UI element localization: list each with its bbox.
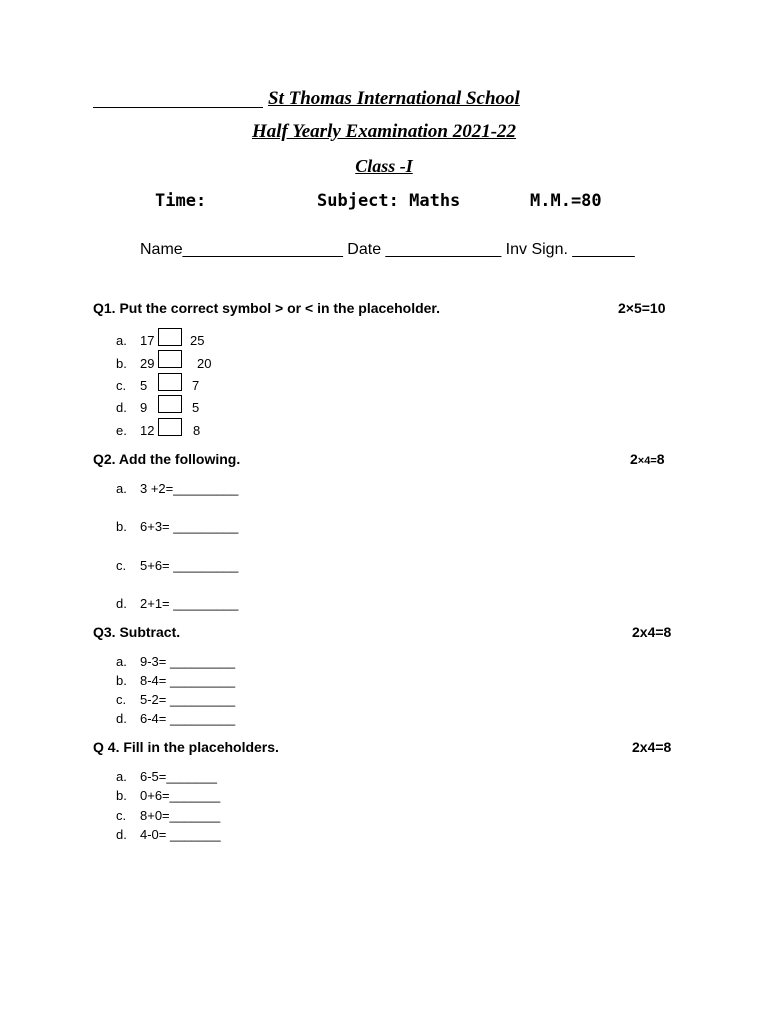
symbol-placeholder-box[interactable] [158,328,182,346]
left-number: 5 [140,378,148,393]
symbol-placeholder-box[interactable] [158,395,182,413]
right-number: 20 [197,356,212,371]
symbol-placeholder-box[interactable] [158,418,182,436]
placeholder-item: 0+6=_______ [140,788,221,803]
item-letter: b. [116,673,127,688]
q3-marks: 2x4=8 [632,624,672,640]
item-letter: e. [116,423,127,438]
symbol-placeholder-box[interactable] [158,373,182,391]
placeholder-item: 4-0= _______ [140,827,221,842]
left-number: 17 [140,333,155,348]
addition-item: 6+3= _________ [140,519,239,534]
item-letter: a. [116,654,127,669]
exam-title: Half Yearly Examination 2021-22 [251,121,517,142]
q4-title: Q 4. Fill in the placeholders. [93,739,279,755]
item-letter: d. [116,400,127,415]
q1-title: Q1. Put the correct symbol > or < in the placeholder. [93,300,440,316]
right-number: 25 [190,333,205,348]
left-number: 12 [140,423,155,438]
item-letter: d. [116,827,127,842]
name-date-sign-row: Name__________________ Date _____________ Inv Sign. _______ [140,241,635,258]
max-marks: M.M.=80 [530,191,602,211]
item-letter: c. [116,378,127,393]
addition-item: 2+1= _________ [140,596,239,611]
item-letter: d. [116,596,127,611]
q4-marks: 2x4=8 [632,739,672,755]
left-number: 9 [140,400,148,415]
q2-title: Q2. Add the following. [93,451,241,467]
item-letter: b. [116,356,127,371]
item-letter: c. [116,692,127,707]
item-letter: a. [116,769,127,784]
placeholder-item: 8+0=_______ [140,808,221,823]
subject-label: Subject: Maths [317,191,461,211]
subtraction-item: 9-3= _________ [140,654,236,669]
item-letter: b. [116,519,127,534]
class-label: Class -I [355,156,413,176]
school-underline [93,107,263,108]
right-number: 8 [193,423,201,438]
subtraction-item: 8-4= _________ [140,673,236,688]
subtraction-item: 6-4= _________ [140,711,236,726]
placeholder-item: 6-5=_______ [140,769,217,784]
item-letter: c. [116,808,127,823]
addition-item: 5+6= _________ [140,558,239,573]
time-label: Time: [155,191,207,211]
right-number: 5 [192,400,200,415]
item-letter: d. [116,711,127,726]
item-letter: a. [116,333,127,348]
subtraction-item: 5-2= _________ [140,692,236,707]
item-letter: a. [116,481,127,496]
q2-marks: 2×4=8 [630,451,665,467]
q3-title: Q3. Subtract. [93,624,181,640]
item-letter: b. [116,788,127,803]
q1-marks: 2×5=10 [618,300,666,316]
addition-item: 3 +2=_________ [140,481,239,496]
symbol-placeholder-box[interactable] [158,350,182,368]
item-letter: c. [116,558,127,573]
right-number: 7 [192,378,200,393]
left-number: 29 [140,356,155,371]
school-name: St Thomas International School [268,88,520,109]
